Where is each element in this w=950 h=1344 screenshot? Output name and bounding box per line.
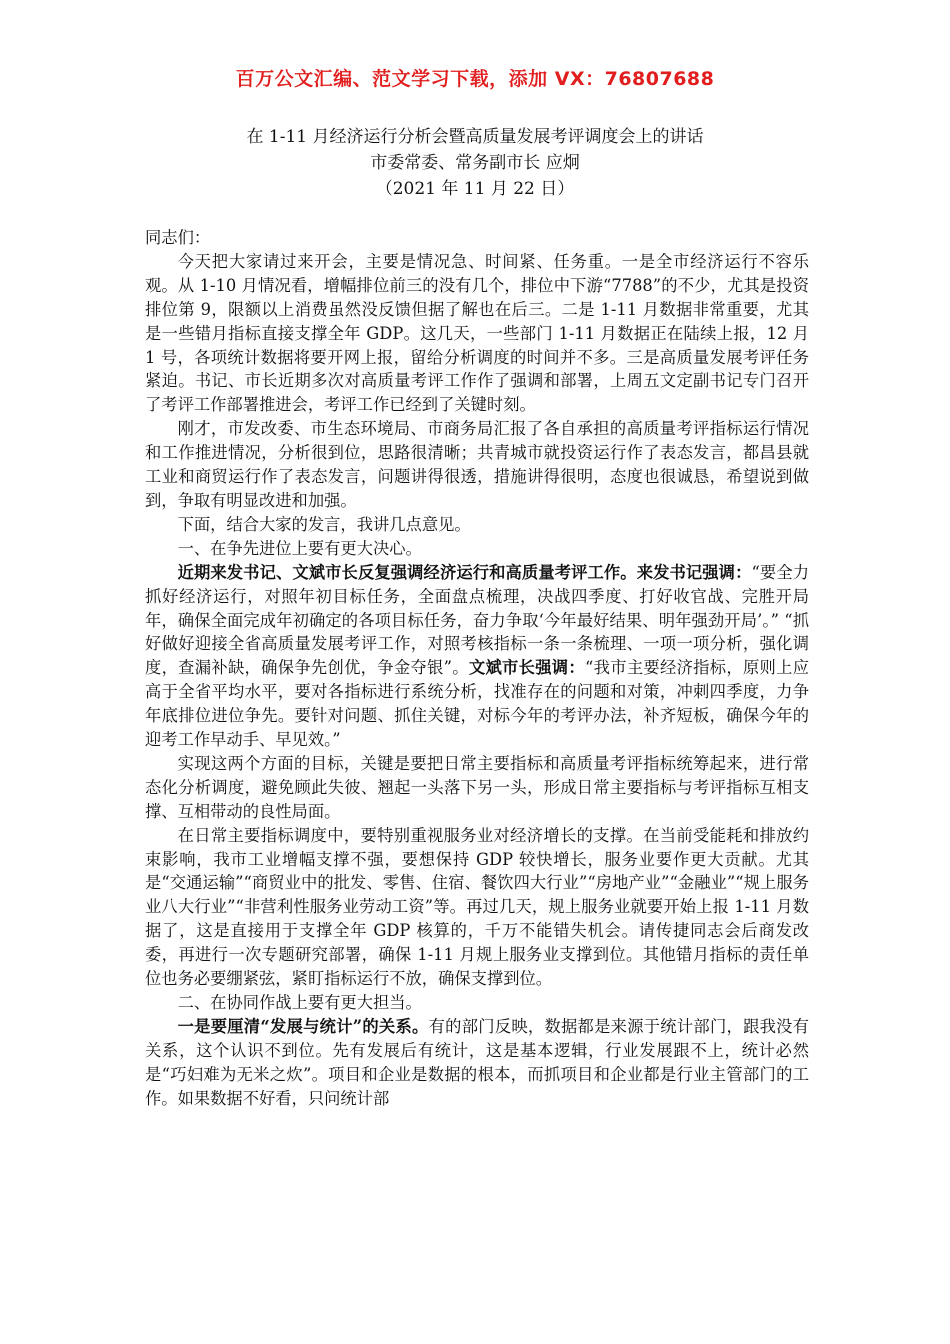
- leader-quote-text-1: “要全力抓好经济运行，对照年初目标任务，全面盘点梳理，决战四季度、打好收官战、完胜开局年，确保全面完成年初确定的各项目标任务，奋力争取‘今年最好结果、明年强劲开局’。” “抓好做好迎接全省高质量发展考评工作，对照考核指标一条一条梳理、一项一项分析，强化调度，查漏补缺，确保争先创优，争金夺银”。: [145, 562, 809, 678]
- point-one-text: 有的部门反映，数据都是来源于统计部门，跟我没有关系，这个认识不到位。先有发展后有统计，这是基本逻辑，行业发展跟不上，统计必然是“巧妇难为无米之炊”。项目和企业是数据的根本，而抓项目和企业都是行业主管部门的工作。如果数据不好看，只问统计部: [145, 1016, 809, 1108]
- date-line: （2021 年 11 月 22 日）: [375, 179, 575, 199]
- paragraph-transition: 下面，结合大家的发言，我讲几点意见。: [177, 514, 471, 534]
- document-body: [145, 226, 809, 1111]
- leader-quote-lead: 近期来发书记、文斌市长反复强调经济运行和高质量考评工作。来发书记强调：: [177, 562, 752, 582]
- document-title: 在 1-11 月经济运行分析会暨高质量发展考评调度会上的讲话: [246, 127, 704, 147]
- paragraph-goals: 实现这两个方面的目标，关键是要把日常主要指标和高质量考评指标统筹起来，进行常态化分析调度，避免顾此失彼、翘起一头落下另一头，形成日常主要指标与考评指标互相支撑、互相带动的良性局面。: [145, 753, 809, 821]
- document-header: [0, 124, 950, 202]
- section-heading-1: 一、在争先进位上要有更大决心。: [177, 538, 422, 558]
- section-heading-2: 二、在协同作战上要有更大担当。: [177, 993, 422, 1012]
- speaker-line: 市委常委、常务副市长 应炯: [370, 153, 580, 173]
- mayor-quote-lead: 文斌市长强调：: [468, 658, 585, 678]
- promo-banner: 百万公文汇编、范文学习下载，添加 VX：76807688: [235, 68, 715, 90]
- point-one-lead: 一是要厘清“发展与统计”的关系。: [177, 1016, 429, 1036]
- paragraph-intro: 今天把大家请过来开会，主要是情况急、时间紧、任务重。一是全市经济运行不容乐观。从 1-10 月情况看，增幅排位前三的没有几个，排位中下游“7788”的不少，尤其是投资排位第 9，限额以上消费虽然没反馈但据了解也在后三。二是 1-11 月数据非常重要，尤其是一些错月指标直接支撑全年 GDP。这几天，一些部门 1-11 月数据正在陆续上报，12 月 1 号，各项统计数据将要开网上报，留给分析调度的时间并不多。三是高质量发展考评任务紧迫。书记、市长近期多次对高质量考评工作作了强调和部署，上周五文定副书记专门召开了考评工作部署推进会，考评工作已经到了关键时刻。: [145, 251, 809, 415]
- mayor-quote-text: “我市主要经济指标，原则上应高于全省平均水平，要对各指标进行系统分析，找准存在的问题和对策，冲刺四季度，力争年底排位进位争先。要针对问题、抓住关键，对标今年的考评办法，补齐短板，确保今年的迎考工作早动手、早见效。”: [145, 658, 809, 750]
- paragraph-development-statistics: [145, 1015, 809, 1111]
- paragraph-reports: 刚才，市发改委、市生态环境局、市商务局汇报了各自承担的高质量考评指标运行情况和工作推进情况，分析很到位，思路很清晰；共青城市就投资运行作了表态发言，都昌县就工业和商贸运行作了表态发言，问题讲得很透，措施讲得很明，态度也很诚恳，希望说到做到，争取有明显改进和加强。: [145, 419, 809, 510]
- paragraph-services: 在日常主要指标调度中，要特别重视服务业对经济增长的支撑。在当前受能耗和排放约束影响，我市工业增幅支撑不强，要想保持 GDP 较快增长，服务业要作更大贡献。尤其是“交通运输”“商贸业中的批发、零售、住宿、餐饮四大行业”“房地产业”“金融业”“规上服务业八大行业”“非营利性服务业劳动工资”等。再过几天，规上服务业就要开始上报 1-11 月数据了，这是直接用于支撑全年 GDP 核算的，千万不能错失机会。请传捷同志会后商发改委，再进行一次专题研究部署，确保 1-11 月规上服务业支撑到位。其他错月指标的责任单位也务必要绷紧弦，紧盯指标运行不放，确保支撑到位。: [145, 825, 809, 989]
- paragraph-leader-quotes: [145, 561, 809, 752]
- salutation: 同志们：: [145, 228, 211, 247]
